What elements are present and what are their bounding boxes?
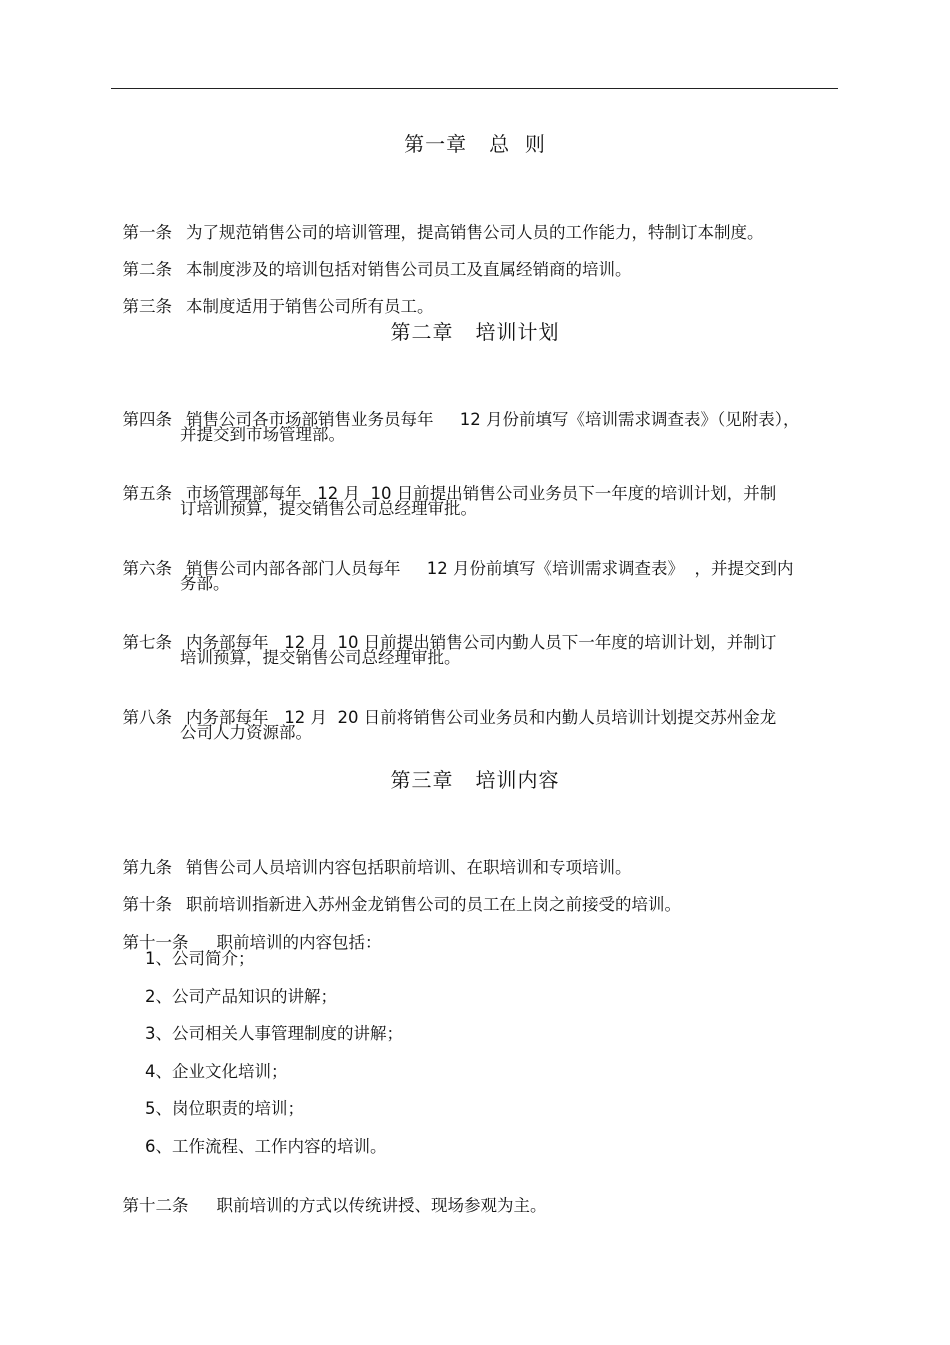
article-6-cont: 务部。 <box>180 574 230 593</box>
article-text-line1: 销售公司内部各部门人员每年 12 月份前填写《培训需求调查表》 ，并提交到内 <box>186 559 794 578</box>
article-text: 本制度涉及的培训包括对销售公司员工及直属经销商的培训。 <box>186 260 632 279</box>
article-text: 职前培训的方式以传统讲授、现场参观为主。 <box>216 1196 547 1215</box>
article-label: 第三条 <box>122 297 172 316</box>
list-item: 3、公司相关人事管理制度的讲解； <box>145 1024 403 1043</box>
article-text: 职前培训指新进入苏州金龙销售公司的员工在上岗之前接受的培训。 <box>186 895 681 914</box>
article-label: 第十二条 <box>122 1196 189 1215</box>
article-label: 第一条 <box>122 223 172 242</box>
article-8-cont: 公司人力资源部。 <box>180 723 312 742</box>
chapter-2-title: 第二章 培训计划 <box>390 320 560 344</box>
list-item: 2、公司产品知识的讲解； <box>145 987 337 1006</box>
article-label: 第二条 <box>122 260 172 279</box>
article-text-line1: 内务部每年 12 月 10 日前提出销售公司内勤人员下一年度的培训计划，并制订 <box>186 633 777 652</box>
article-text-line1: 销售公司各市场部销售业务员每年 12 月份前填写《培训需求调查表》（见附表）， <box>186 410 800 429</box>
list-item: 6、工作流程、工作内容的培训。 <box>145 1137 387 1156</box>
article-label: 第六条 <box>122 559 172 578</box>
article-text: 职前培训的内容包括： <box>216 933 382 952</box>
article-text: 为了规范销售公司的培训管理，提高销售公司人员的工作能力，特制订本制度。 <box>186 223 764 242</box>
article-5-cont: 订培训预算，提交销售公司总经理审批。 <box>180 499 477 518</box>
article-4-cont: 并提交到市场管理部。 <box>180 425 345 444</box>
article-label: 第九条 <box>122 858 172 877</box>
article-text: 销售公司人员培训内容包括职前培训、在职培训和专项培训。 <box>186 858 632 877</box>
article-label: 第五条 <box>122 484 172 503</box>
chapter-1-title: 第一章 总 则 <box>404 132 546 156</box>
article-label: 第十一条 <box>122 933 189 952</box>
article-label: 第十条 <box>122 895 172 914</box>
article-text: 本制度适用于销售公司所有员工。 <box>186 297 434 316</box>
chapter-3-title: 第三章 培训内容 <box>390 768 560 792</box>
list-item: 5、岗位职责的培训； <box>145 1099 304 1118</box>
article-3 <box>112 274 434 318</box>
article-label: 第八条 <box>122 708 172 727</box>
article-12 <box>112 1173 547 1217</box>
article-label: 第七条 <box>122 633 172 652</box>
article-label: 第四条 <box>122 410 172 429</box>
article-text-line1: 市场管理部每年 12 月 10 日前提出销售公司业务员下一年度的培训计划，并制 <box>186 484 777 503</box>
header-rule <box>111 88 838 89</box>
list-item: 4、企业文化培训； <box>145 1062 288 1081</box>
list-item: 1、公司简介； <box>145 949 255 968</box>
article-text-line1: 内务部每年 12 月 20 日前将销售公司业务员和内勤人员培训计划提交苏州金龙 <box>186 708 777 727</box>
article-7-cont: 培训预算，提交销售公司总经理审批。 <box>180 648 461 667</box>
